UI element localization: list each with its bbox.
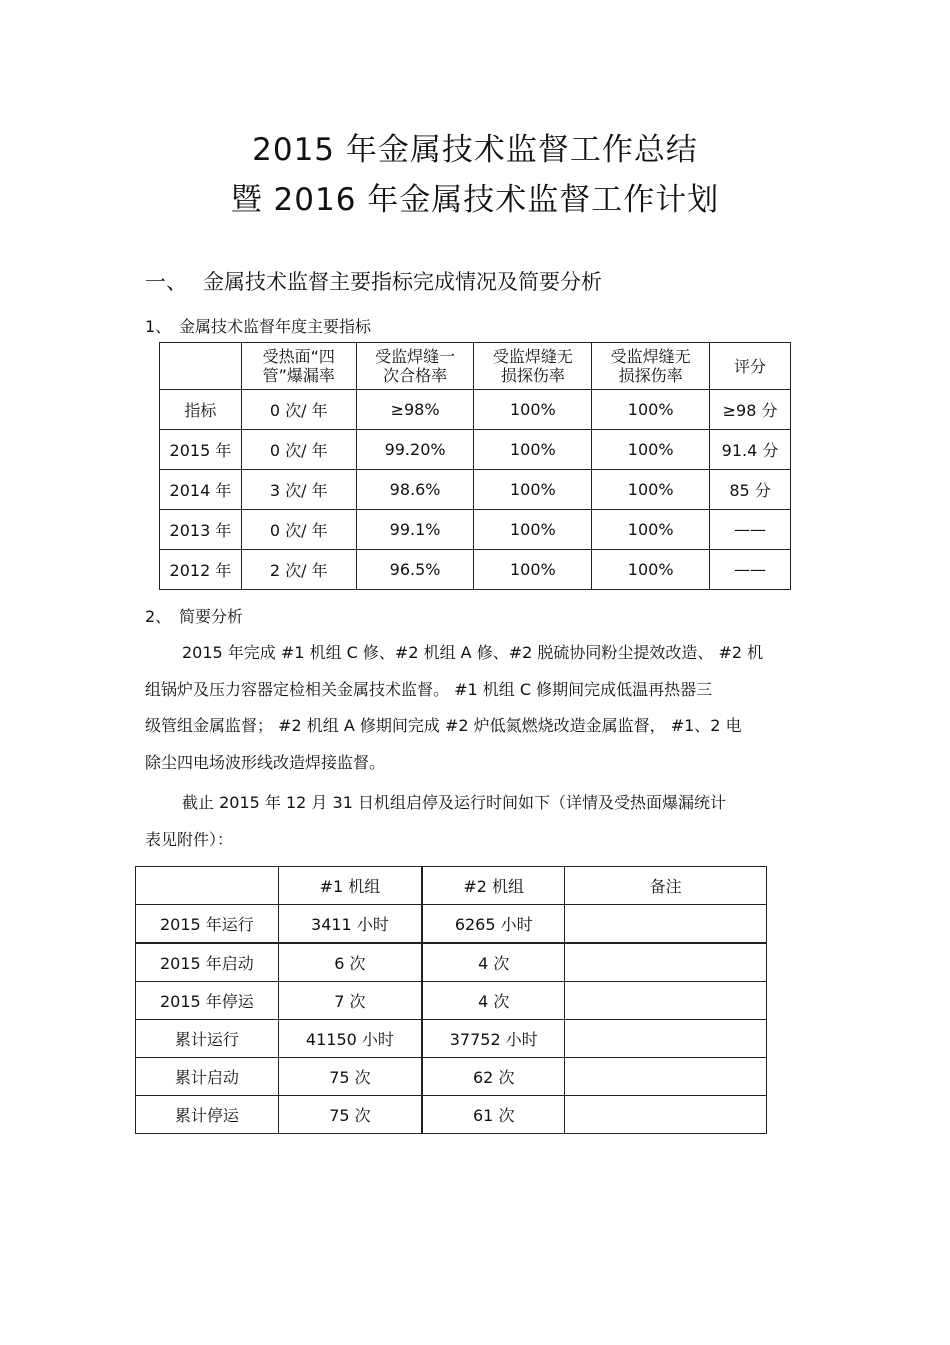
table-cell: 100%	[592, 390, 710, 430]
table-header-row	[136, 867, 767, 905]
table-cell: 2015 年	[160, 430, 242, 470]
table-cell: ≥98 分	[710, 390, 791, 430]
table-header-row	[160, 343, 791, 390]
table-cell: 0 次/ 年	[241, 430, 356, 470]
table-cell: 累计运行	[136, 1020, 279, 1058]
table-cell: 2012 年	[160, 550, 242, 590]
header-cell: 评分	[710, 343, 791, 390]
header-line: 次合格率	[383, 366, 448, 385]
table-cell: ——	[710, 510, 791, 550]
table-cell: 41150 小时	[278, 1020, 422, 1058]
unit-runtime-table	[135, 866, 767, 1134]
table-cell: 98.6%	[356, 470, 474, 510]
table-cell: ——	[710, 550, 791, 590]
subsection-number: 2、	[145, 607, 172, 626]
header-cell: #1 机组	[278, 867, 422, 905]
section-title: 金属技术监督主要指标完成情况及简要分析	[203, 270, 602, 294]
table-cell	[565, 1020, 767, 1058]
table-cell: ≥98%	[356, 390, 474, 430]
table-cell: 100%	[592, 550, 710, 590]
table-cell: 7 次	[278, 982, 422, 1020]
table-row	[136, 943, 767, 982]
table-cell: 100%	[474, 550, 592, 590]
table-cell: 37752 小时	[422, 1020, 565, 1058]
table-cell: 4 次	[422, 982, 565, 1020]
table-cell: 100%	[592, 510, 710, 550]
paragraph-line: 除尘四电场波形线改造焊接监督。	[145, 752, 386, 772]
table-cell: 99.20%	[356, 430, 474, 470]
table-cell: 96.5%	[356, 550, 474, 590]
table-row	[136, 1058, 767, 1096]
table-cell: 2015 年运行	[136, 905, 279, 944]
table-row	[160, 430, 791, 470]
header-cell: #2 机组	[422, 867, 565, 905]
table-row	[136, 1020, 767, 1058]
table-cell	[565, 905, 767, 944]
table-cell: 4 次	[422, 943, 565, 982]
table-cell: 6265 小时	[422, 905, 565, 944]
table-cell: 0 次/ 年	[241, 510, 356, 550]
runtime-intro-paragraph	[145, 785, 810, 858]
table-row	[160, 510, 791, 550]
table-cell: 2015 年停运	[136, 982, 279, 1020]
header-line: 损探伤率	[500, 366, 565, 385]
header-line: 受监焊缝无	[492, 347, 573, 366]
table-row	[136, 1096, 767, 1134]
subsection-title: 金属技术监督年度主要指标	[179, 317, 372, 336]
table-row	[160, 550, 791, 590]
paragraph-line: 2015 年完成 #1 机组 C 修、#2 机组 A 修、#2 脱硫协同粉尘提效改造、 #2 机	[182, 643, 764, 662]
subsection-heading-indicators	[145, 314, 371, 337]
header-cell	[592, 343, 710, 390]
table-cell: 91.4 分	[710, 430, 791, 470]
table-cell: 累计启动	[136, 1058, 279, 1096]
paragraph-line: 级管组金属监督； #2 机组 A 修期间完成 #2 炉低氮燃烧改造金属监督， #1、2 电	[145, 716, 742, 735]
table-cell: 100%	[592, 430, 710, 470]
header-cell	[136, 867, 279, 905]
header-line: 受监焊缝无	[610, 347, 691, 366]
table-cell	[565, 1058, 767, 1096]
header-line: 管”爆漏率	[262, 366, 335, 385]
header-line: 受监焊缝一	[375, 347, 456, 366]
table-cell: 3411 小时	[278, 905, 422, 944]
table-cell: 累计停运	[136, 1096, 279, 1134]
table-cell: 75 次	[278, 1058, 422, 1096]
table-cell: 61 次	[422, 1096, 565, 1134]
section-number: 一、	[145, 270, 187, 294]
document-title-line-2: 暨 2016 年金属技术监督工作计划	[230, 182, 720, 218]
table-row	[160, 390, 791, 430]
table-cell: 100%	[474, 470, 592, 510]
table-row	[160, 470, 791, 510]
table-cell: 100%	[474, 510, 592, 550]
analysis-paragraph	[145, 635, 810, 781]
paragraph-line: 表见附件）：	[145, 829, 234, 849]
table-cell: 0 次/ 年	[241, 390, 356, 430]
table-cell: 99.1%	[356, 510, 474, 550]
table-cell	[565, 943, 767, 982]
table-cell: 75 次	[278, 1096, 422, 1134]
header-cell	[160, 343, 242, 390]
table-row	[136, 982, 767, 1020]
header-cell	[356, 343, 474, 390]
table-cell: 指标	[160, 390, 242, 430]
header-cell: 备注	[565, 867, 767, 905]
paragraph-line: 组锅炉及压力容器定检相关金属技术监督。 #1 机组 C 修期间完成低温再热器三	[145, 679, 713, 699]
document-title-line-1: 2015 年金属技术监督工作总结	[252, 132, 698, 168]
table-cell: 3 次/ 年	[241, 470, 356, 510]
table-cell: 2015 年启动	[136, 943, 279, 982]
header-line: 受热面“四	[262, 347, 335, 366]
section-heading-1	[145, 266, 602, 296]
table-cell: 100%	[474, 430, 592, 470]
table-cell: 6 次	[278, 943, 422, 982]
header-cell	[474, 343, 592, 390]
header-cell	[241, 343, 356, 390]
table-cell	[565, 1096, 767, 1134]
table-cell: 2014 年	[160, 470, 242, 510]
subsection-heading-brief-analysis	[145, 604, 243, 627]
paragraph-line: 截止 2015 年 12 月 31 日机组启停及运行时间如下（详情及受热面爆漏统计	[182, 793, 726, 812]
table-cell	[565, 982, 767, 1020]
table-row	[136, 905, 767, 944]
header-line: 损探伤率	[618, 366, 683, 385]
indicators-table	[159, 342, 791, 590]
table-cell: 62 次	[422, 1058, 565, 1096]
table-cell: 85 分	[710, 470, 791, 510]
table-cell: 2 次/ 年	[241, 550, 356, 590]
table-cell: 100%	[592, 470, 710, 510]
subsection-number: 1、	[145, 317, 172, 336]
table-cell: 2013 年	[160, 510, 242, 550]
table-cell: 100%	[474, 390, 592, 430]
subsection-title: 简要分析	[179, 607, 244, 626]
